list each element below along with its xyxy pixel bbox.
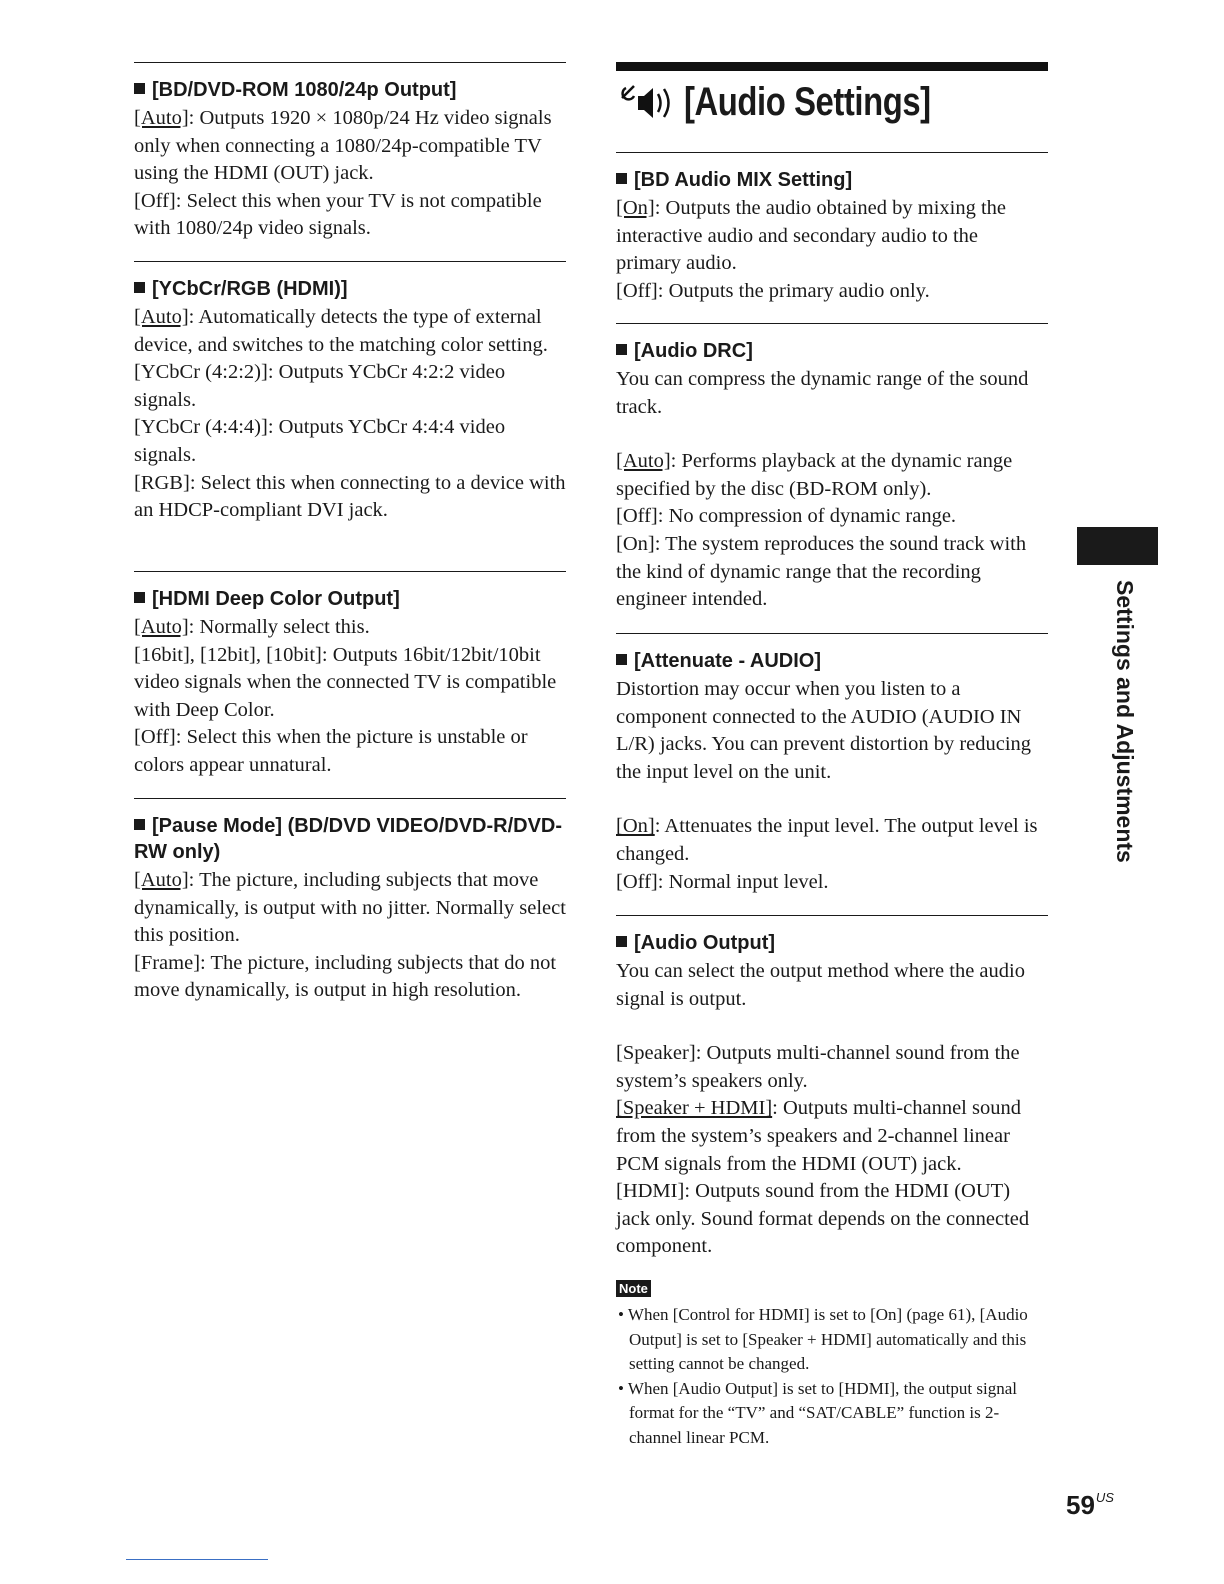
square-bullet-icon — [134, 83, 145, 94]
option-text: [Auto]: The picture, including subjects that move dynamically, is output with no jitter. Normally select this position. — [134, 869, 566, 947]
section-ycbcr-rgb — [134, 261, 566, 525]
chapter-tab — [1077, 527, 1158, 565]
section-attenuate-audio — [616, 633, 1048, 896]
section-heading: [Audio DRC] — [616, 338, 1048, 364]
option-text: [Auto]: Normally select this. — [134, 616, 370, 638]
section-heading: [HDMI Deep Color Output] — [134, 586, 566, 612]
section-bd-dvd-rom-output — [134, 62, 566, 243]
section-heading: [Audio Output] — [616, 930, 1048, 956]
square-bullet-icon — [134, 282, 145, 293]
section-heading: [YCbCr/RGB (HDMI)] — [134, 276, 566, 302]
option-text: [Off]: Select this when the picture is unstable or colors appear unnatural. — [134, 726, 528, 776]
divider — [134, 261, 566, 262]
chapter-title — [616, 74, 1048, 130]
divider — [616, 915, 1048, 916]
square-bullet-icon — [616, 936, 627, 947]
option-text: [Auto]: Performs playback at the dynamic range specified by the disc (BD-ROM only). — [616, 450, 1013, 500]
square-bullet-icon — [616, 173, 627, 184]
divider — [134, 62, 566, 63]
option-text: [Auto]: Outputs 1920 × 1080p/24 Hz video signals only when connecting a 1080/24p-compatible TV using the HDMI (OUT) jack. — [134, 107, 552, 185]
footer-line — [126, 1559, 268, 1560]
option-text: [16bit], [12bit], [10bit]: Outputs 16bit/12bit/10bit video signals when the connected TV is compatible with Deep Color. — [134, 643, 557, 721]
option-text: [Off]: No compression of dynamic range. — [616, 505, 957, 528]
option-text: [Off]: Select this when your TV is not compatible with 1080/24p video signals. — [134, 189, 542, 240]
square-bullet-icon — [616, 654, 627, 665]
section-intro: Distortion may occur when you listen to a component connected to the AUDIO (AUDIO IN L/R) jacks. You can prevent distortion by reducing the input level on the unit. — [616, 678, 1032, 783]
section-audio-drc — [616, 323, 1048, 614]
section-heading: [Attenuate - AUDIO] — [616, 648, 1048, 674]
option-text: [YCbCr (4:4:4)]: Outputs YCbCr 4:4:4 video signals. — [134, 416, 506, 466]
note-item: • When [Control for HDMI] is set to [On] (page 61), [Audio Output] is set to [Speaker + HDMI] automatically and this setting cannot be changed. — [618, 1305, 1028, 1374]
section-hdmi-deep-color — [134, 571, 566, 780]
page-number: $59^{US}$ — [1066, 1490, 1114, 1520]
square-bullet-icon — [134, 592, 145, 603]
title-bar — [616, 62, 1048, 71]
section-audio-output — [616, 915, 1048, 1261]
divider — [134, 798, 566, 799]
section-pause-mode — [134, 798, 566, 1005]
option-text: [Speaker + HDMI]: Outputs multi-channel sound from the system’s speakers and 2-channel linear PCM signals from the HDMI (OUT) jack. — [616, 1097, 1021, 1175]
section-intro: You can compress the dynamic range of the sound track. — [616, 368, 1029, 418]
section-bd-audio-mix — [616, 152, 1048, 305]
section-heading: [BD Audio MIX Setting] — [616, 167, 1048, 193]
option-text: [Off]: Normal input level. — [616, 870, 829, 893]
divider — [616, 633, 1048, 634]
option-text: [On]: The system reproduces the sound track with the kind of dynamic range that the recording engineer intended. — [616, 532, 1027, 611]
option-text: [YCbCr (4:2:2)]: Outputs YCbCr 4:2:2 video signals. — [134, 361, 506, 411]
option-text: [Off]: Outputs the primary audio only. — [616, 279, 930, 302]
option-text: [Speaker]: Outputs multi-channel sound from the system’s speakers only. — [616, 1042, 1020, 1092]
note-label: Note — [616, 1280, 651, 1297]
chapter-side-label: Settings and Adjustments — [1112, 580, 1138, 863]
option-text: [On]: Attenuates the input level. The output level is changed. — [616, 815, 1038, 865]
divider — [616, 323, 1048, 324]
section-intro: You can select the output method where the audio signal is output. — [616, 960, 1025, 1010]
section-heading: [Pause Mode] (BD/DVD VIDEO/DVD-R/DVD-RW only) — [134, 815, 563, 863]
square-bullet-icon — [134, 819, 145, 830]
option-text: [On]: Outputs the audio obtained by mixing the interactive audio and secondary audio to the primary audio. — [616, 197, 1007, 275]
option-text: [RGB]: Select this when connecting to a device with an HDCP-compliant DVI jack. — [134, 471, 566, 522]
section-heading: [BD/DVD-ROM 1080/24p Output] — [134, 77, 566, 103]
option-text: [HDMI]: Outputs sound from the HDMI (OUT) jack only. Sound format depends on the connected component. — [616, 1180, 1030, 1258]
speaker-wrench-icon — [616, 76, 684, 128]
page-title: [Audio Settings] — [684, 79, 931, 124]
square-bullet-icon — [616, 344, 627, 355]
option-text: [Frame]: The picture, including subjects that do not move dynamically, is output in high resolution. — [134, 951, 557, 1002]
option-text: [Auto]: Automatically detects the type of external device, and switches to the matching color setting. — [134, 306, 548, 356]
divider — [134, 571, 566, 572]
note-item: • When [Audio Output] is set to [HDMI], the output signal format for the “TV” and “SAT/CABLE” function is 2-channel linear PCM. — [618, 1378, 1017, 1447]
divider — [616, 152, 1048, 153]
note-box — [616, 1280, 1048, 1451]
